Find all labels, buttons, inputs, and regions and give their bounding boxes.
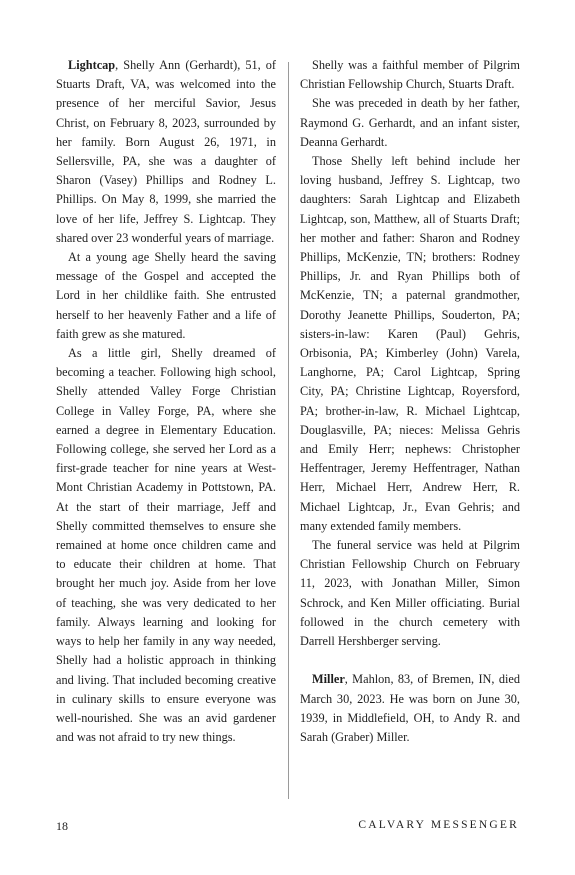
- obituary-paragraph: At a young age Shelly heard the saving message of the Gospel and accepted the Lord in her childlike faith. She entrusted herself to her heavenly Father and a life of faith grew as she matured.: [56, 250, 276, 341]
- obituary-miller-intro: [300, 670, 520, 747]
- column-divider: [288, 62, 289, 799]
- running-head: CALVARY MESSENGER: [358, 819, 519, 831]
- obituary-paragraph: She was preceded in death by her father, Raymond G. Gerhardt, and an infant sister, Deanna Gerhardt.: [300, 96, 520, 149]
- obituary-text: , Mahlon, 83, of Bremen, IN, died March 30, 2023. He was born on June 30, 1939, in Middlefield, OH, to Andy R. and Sarah (Graber) Miller.: [300, 672, 520, 744]
- obituary-lightcap-intro: [56, 56, 276, 248]
- obituary-name-lightcap: Lightcap: [68, 58, 116, 72]
- obituary-paragraph: Shelly was a faithful member of Pilgrim Christian Fellowship Church, Stuarts Draft.: [300, 58, 520, 92]
- page-number: 18: [56, 819, 68, 833]
- obituary-text: , Shelly Ann (Gerhardt), 51, of Stuarts Draft, VA, was welcomed into the presence of her merciful Savior, Jesus Christ, on February 8, 2023, surrounded by her family. Born August 26, 1971, in Sellersville, PA, she was a daughter of Sharon (Vasey) Phillips and Rodney L. Phillips. On May 8, 1999, she married the love of her life, Jeffrey S. Lightcap. They shared over 23 wonderful years of marriage.: [56, 58, 276, 245]
- obituary-paragraph: Those Shelly left behind include her loving husband, Jeffrey S. Lightcap, two daughters: Sarah Lightcap and Elizabeth Lightcap, son, Matthew, all of Stuarts Draft; her mother and father: Sharon and Rodney Phillips, McKenzie, TN; brothers: Rodney Phillips, Jr. and Ryan Phillips both of McKenzie, TN; a paternal grandmother, Dorothy Jeanette Phillips, Souderton, PA; sisters-in-law: Karen (Paul) Gehris, Orbisonia, PA; Kimberley (John) Varela, Langhorne, PA; Carol Lightcap, Spring City, PA; Christine Lightcap, Royersford, PA; brother-in-law, R. Michael Lightcap, Douglasville, PA; nieces: Melissa Gehris and Emily Herr; nephews: Christopher Heffentrager, Jeremy Heffentrager, Nathan Herr, Michael Herr, Andrew Herr, R. Michael Lightcap, Jr., Evan Gehris; and many extended family members.: [300, 154, 520, 533]
- right-column: [300, 56, 520, 747]
- obituary-paragraph: The funeral service was held at Pilgrim Christian Fellowship Church on February 11, 2023, with Jonathan Miller, Simon Schrock, and Ken Miller officiating. Burial followed in the church cemetery with Darrell Hershberger serving.: [300, 538, 520, 649]
- obituary-name-miller: Miller: [312, 672, 345, 687]
- left-column: [56, 56, 276, 747]
- obituary-paragraph: As a little girl, Shelly dreamed of becoming a teacher. Following high school, Shelly attended Valley Forge Christian College in Valley Forge, PA, where she earned a degree in Elementary Education. Following college, she served her Lord as a first-grade teacher for nine years at West-Mont Christian Academy in Pottstown, PA. At the start of their marriage, Jeff and Shelly committed themselves to ensure she remained at home once children came and to educate their children at home. That brought her much joy. Aside from her love of teaching, she was very dedicated to her family. Always learning and looking for ways to help her family in any way needed, Shelly had a holistic approach in thinking and living. That included becoming creative in culinary skills to ensure everyone was well-nourished. She was an avid gardener and was not afraid to try new things.: [56, 346, 276, 745]
